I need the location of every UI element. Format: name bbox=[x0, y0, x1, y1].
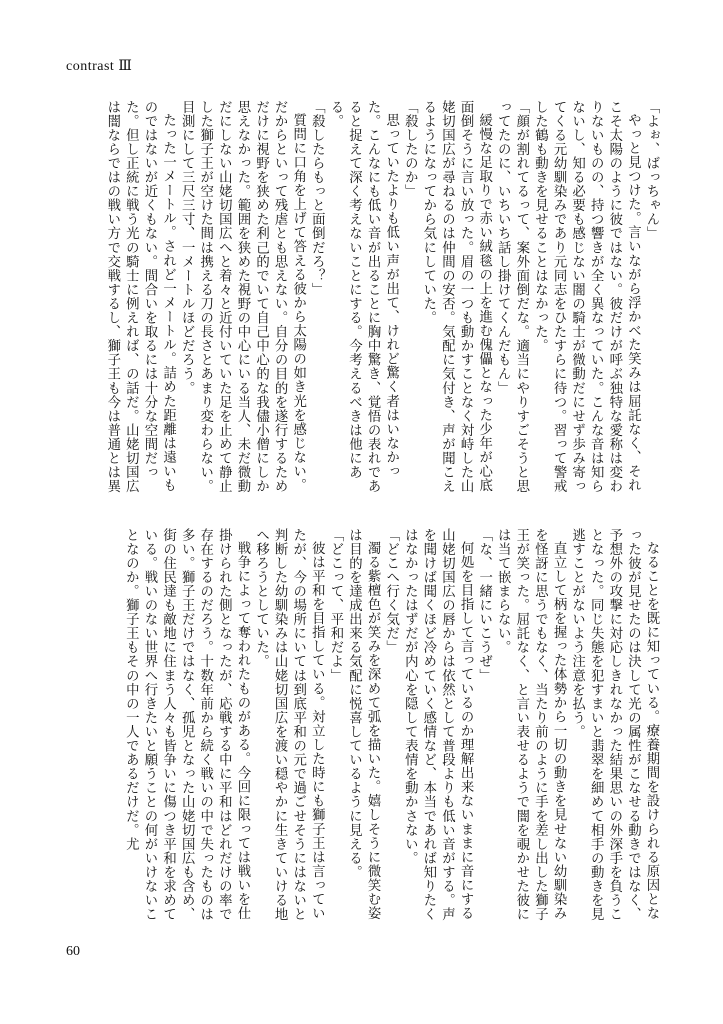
upper-text-column bbox=[62, 100, 660, 505]
paragraph: 緩慢な足取りで赤い絨毯の上を進む傀儡となった少年が心底面倒そうに言い放った。眉の一つも動かすことなく対峙した山姥切国広が尋ねるのは仲間の安否。気配に気付き、声が聞こえるようになってから気にしていた。 bbox=[420, 100, 492, 494]
paragraph: 思っていたよりも低い声が出て、けれど驚く者はいなかった。こんなにも低い音が出ることに胸中驚き、覚悟の表れであると捉えて深く考えないことにする。今考えるべきは他にある。 bbox=[327, 100, 399, 494]
paragraph: 「顔が割れてるって、案外面倒だな。適当にやりすごそうと思ってたのに、いちいち話し掛けてくんだもん」 bbox=[495, 100, 529, 494]
paragraph: やっと見つけた。言いながら浮かべた笑みは屈託なく、それこそ太陽のように彼ではない。彼だけが呼ぶ独特な愛称は変わりないものの、持つ響きが全く異なっていた。こんな音は知らないし、知る必要も感じない闇の騎士が微動だにせず歩み寄ってくる元幼馴染みであり元同志をひたすらに待つ。習って警戒した鶴も動きを見せることはなかった。 bbox=[532, 100, 641, 494]
paragraph: 「な、一緒にいこうぜ」 bbox=[476, 528, 492, 683]
paragraph: 濁る紫檀色が笑みを深めて弧を描いた。嬉しそうに微笑む姿は目的を達成出来る気配に悦喜しているように見える。 bbox=[346, 528, 381, 921]
paragraph: 彼は平和を目指している。対立した時にも獅子王は言っていたが、今の場所にいては到底平和の元で過ごせそうにはないと判断した幼馴染みは山姥切国広を渡い穏やかに生きていける地へ移ろうとしていた。 bbox=[253, 528, 325, 922]
lower-text-column bbox=[62, 528, 660, 933]
paragraph: 「殺したのか」 bbox=[402, 100, 418, 199]
paragraph: 「よぉ、ばっちゃん」 bbox=[644, 100, 659, 241]
running-header: contrast Ⅲ bbox=[66, 59, 133, 74]
page-number: 60 bbox=[66, 944, 80, 959]
paragraph: 「どこって、平和だよ」 bbox=[327, 528, 343, 683]
paragraph: 何処を目指して言っているのか理解出来ないままに音にする山姥切国広の唇からは依然として普段よりも低い音がする。声を聞けば聞くほど冷めていく感情など、本当であれば知りたくはなかったはずだが内心を隠して表情を動かさない。 bbox=[402, 528, 474, 922]
paragraph: たった一メートル。されど一メートル。詰めた距離は遠いものではないが近くもない。間合いを取るには十分な空間だった。但し正統に戦う光の騎士に例えれば、の話だ。山姥切国広は闇ならではの戦い方で交戦するし、獅子王も今は普通とは異 bbox=[104, 100, 176, 494]
paragraph: 「どこへ行く気だ」 bbox=[383, 528, 399, 655]
paragraph: 戦争によって奪われたものがある。今回に限っては戦いを仕掛けられた側となったが、応戦する中に平和はどれだけの率で存在するのだろう。十数年前から続く戦いの中で失ったものは多い。獅子王だけではなく、孤児となった山姥切国広も含め、街の住民達も敵地に住まう人々も皆争いに傷つき平和を求めている。戦いのない世界へ行きたいと願うことの何がいけないことなのか。獅子王もその中の一人であるだけだ。尤 bbox=[123, 528, 250, 922]
paragraph: 直立して柄を握った体勢から一切の動きを見せない幼馴染みを怪訝に思うでもなく、当たり前のように手を差し出した獅子王が笑った。屈託なく、と言い表せるようで闇を覗かせた彼には当て嵌まらない。 bbox=[495, 528, 567, 922]
paragraph: 質問に口角を上げて答える彼から太陽の如き光を感じない。だからといって残虐とも思えない。自分の目的を遂行するためだけに視野を狭めた利己的でいて自己中心的な我儘小僧にしか思えなかった。範囲を狭めた視野の中心にいる当人、未だ微動だにしない山姥切国広へと着々と近付いていた足を止めて静止した獅子王が空けた間は携える刀の長さとあまり変わらない。目測にして三尺三寸、一メートルほどだろう。 bbox=[179, 100, 306, 494]
paragraph: 「殺したらもっと面倒だろ？」 bbox=[309, 100, 325, 297]
paragraph: なることを既に知っている。療養期間を設けられる原因となった彼が見せたのは決して光の属性がこなせる動きではなく、予想外の攻撃に対応しきれなかった結果思いの外深手を負うことなった。同じ失態を犯すまいと翡翠を細めて相手の動きを見逃すことがないよう注意を払う。 bbox=[569, 528, 659, 922]
